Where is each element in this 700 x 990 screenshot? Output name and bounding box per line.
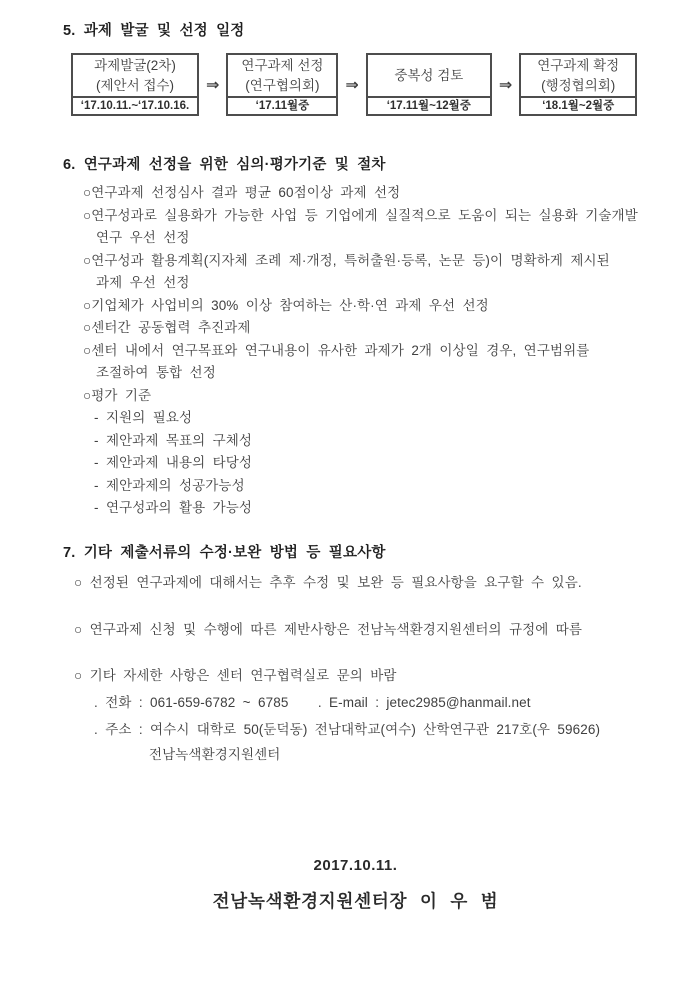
contact-organization: 전남녹색환경지원센터 <box>149 746 281 762</box>
criteria-item: ○센터간 공동협력 추진과제 <box>83 320 251 335</box>
section7-title: 7. 기타 제출서류의 수정·보완 방법 등 필요사항 <box>63 544 386 561</box>
criteria-item-continuation: 조절하여 통합 선정 <box>96 365 216 380</box>
flow-step-duplication-check <box>366 53 492 116</box>
contact-address: . 주소 : 여수시 대학로 50(둔덕동) 전남대학교(여수) 산학연구관 217호(우 59626) <box>94 721 601 737</box>
evaluation-subitem: - 제안과제의 성공가능성 <box>94 477 245 493</box>
evaluation-subitem: - 제안과제 목표의 구체성 <box>94 432 253 448</box>
flow-arrow-icon: ⇒ <box>345 76 359 94</box>
section-misc <box>63 544 648 765</box>
flow-step-date: ‘18.1월~2월중 <box>521 96 635 114</box>
flow-step-line1: 연구과제 선정 <box>241 58 324 73</box>
criteria-item: ○센터 내에서 연구목표와 연구내용이 유사한 과제가 2개 이상일 경우, 연구범위를 <box>83 342 590 358</box>
evaluation-subitem: - 제안과제 내용의 타당성 <box>94 455 253 470</box>
flow-step-line1: 과제발굴(2차) <box>94 58 176 73</box>
evaluation-subitem: - 연구성과의 활용 가능성 <box>94 500 253 515</box>
criteria-item-continuation: 과제 우선 선정 <box>96 275 190 290</box>
flow-step-line1: 중복성 검토 <box>394 67 464 83</box>
criteria-item-continuation: 연구 우선 선정 <box>96 230 190 245</box>
misc-item: ○ 기타 자세한 사항은 센터 연구협력실로 문의 바람 <box>74 667 397 683</box>
criteria-item: ○기업체가 사업비의 30% 이상 참여하는 산·학·연 과제 우선 선정 <box>83 297 489 313</box>
document-date: 2017.10.11. <box>313 856 398 874</box>
signature-block <box>63 857 648 913</box>
criteria-item: ○연구과제 선정심사 결과 평균 60점이상 과제 선정 <box>83 185 401 200</box>
flow-step-confirmation <box>519 53 637 116</box>
contact-phone-email: . 전화 : 061-659-6782 ~ 6785 . E-mail : jetec2985@hanmail.net <box>94 694 531 710</box>
schedule-flowchart <box>71 53 648 116</box>
misc-item: ○ 연구과제 신청 및 수행에 따른 제반사항은 전남녹색환경지원센터의 규정에 따름 <box>74 621 583 637</box>
flow-step-date: ‘17.11월중 <box>228 96 336 114</box>
flow-arrow-icon: ⇒ <box>498 76 513 94</box>
flow-step-date: ‘17.11월~12월중 <box>368 96 490 114</box>
section6-title: 6. 연구과제 선정을 위한 심의·평가기준 및 절차 <box>63 157 386 173</box>
section5-title: 5. 과제 발굴 및 선정 일정 <box>63 23 245 39</box>
misc-item: ○ 선정된 연구과제에 대해서는 추후 수정 및 보완 등 필요사항을 요구할 수 있음. <box>74 574 582 590</box>
flow-step-selection <box>226 53 338 116</box>
flow-step-line2: (연구협의회) <box>245 77 320 93</box>
flow-arrow-icon: ⇒ <box>206 76 220 94</box>
flow-step-line2: (행정협의회) <box>541 77 616 93</box>
criteria-item: ○연구성과로 실용화가 가능한 사업 등 기업에게 실질적으로 도움이 되는 실용화 기술개발 <box>83 207 638 223</box>
criteria-list <box>63 182 648 520</box>
evaluation-subitem: - 지원의 필요성 <box>94 410 193 425</box>
flow-step-date: ‘17.10.11.~‘17.10.16. <box>73 96 197 114</box>
criteria-item: ○연구성과 활용계획(지자체 조례 제·개정, 특허출원·등록, 논문 등)이 명확하게 제시된 <box>83 252 610 268</box>
section-criteria <box>63 156 648 520</box>
flow-step-line1: 연구과제 확정 <box>537 58 620 73</box>
flow-step-discovery <box>71 53 199 116</box>
section-schedule <box>63 22 648 116</box>
flow-step-line2: (제안서 접수) <box>96 77 174 93</box>
signer-name-line: 전남녹색환경지원센터장 이 우 범 <box>212 890 499 911</box>
criteria-item: ○평가 기준 <box>83 387 152 403</box>
